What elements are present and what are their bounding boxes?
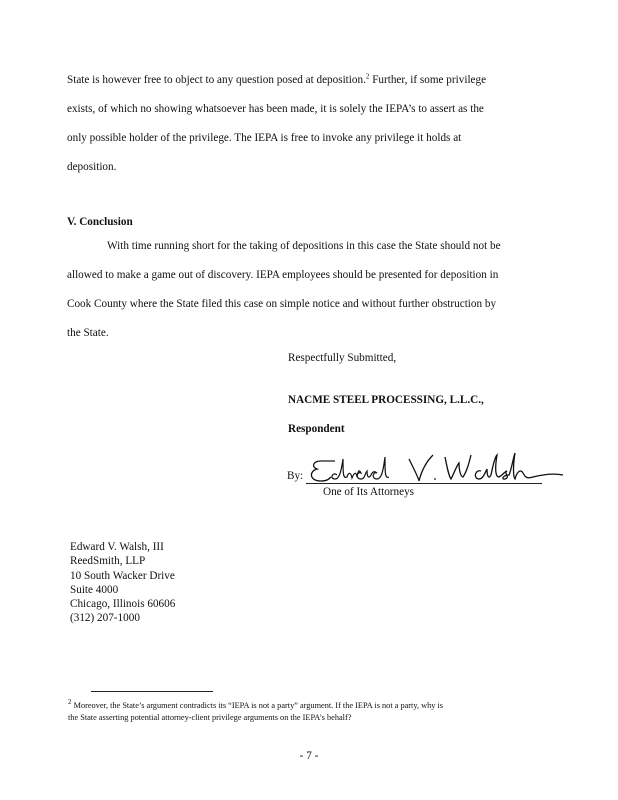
paragraph-line: Cook County where the State filed this case on simple notice and without further obstruction by (67, 298, 497, 310)
signature-line (287, 455, 567, 497)
paragraph-conclusion (67, 232, 541, 348)
section-heading-conclusion: V. Conclusion (67, 216, 133, 228)
footnote-marker: 2 (68, 698, 72, 707)
paragraph-privilege (67, 66, 541, 182)
respondent-label: Respondent (288, 423, 345, 435)
paragraph-line: State is however free to object to any question posed at deposition.$^2$ Further, if some privilege (67, 72, 487, 86)
paragraph-line: deposition. (67, 161, 117, 173)
address-line: Suite 4000 (70, 583, 119, 596)
page-number: - 7 - (299, 750, 319, 762)
address-line: (312) 207-1000 (70, 612, 140, 625)
footnote-divider (91, 691, 213, 692)
company-name: NACME STEEL PROCESSING, L.L.C., (288, 394, 484, 406)
footnote (68, 700, 548, 724)
footnote-reference: 2 (365, 72, 370, 81)
address-line: 10 South Wacker Drive (70, 569, 175, 582)
footnote-line: the State asserting potential attorney-client privilege arguments on the IEPA’s behalf? (68, 713, 352, 722)
attorney-address (70, 540, 175, 626)
paragraph-line: only possible holder of the privilege. The IEPA is free to invoke any privilege it holds at (67, 132, 462, 144)
paragraph-line: the State. (67, 327, 109, 339)
paragraph-line: With time running short for the taking of depositions in this case the State should not be (107, 240, 501, 252)
closing-text: Respectfully Submitted, (288, 352, 397, 364)
paragraph-line: exists, of which no showing whatsoever has been made, it is solely the IEPA’s to assert as the (67, 103, 484, 115)
paragraph-line: allowed to make a game out of discovery. IEPA employees should be presented for deposition in (67, 269, 499, 281)
footnote-line: $^2$ Moreover, the State’s argument contradicts its “IEPA is not a party” argument. If the IEPA is not a party, why is (68, 698, 444, 710)
address-line: Chicago, Illinois 60606 (70, 598, 176, 611)
address-line: ReedSmith, LLP (70, 555, 146, 568)
address-line: Edward V. Walsh, III (70, 541, 164, 553)
attorney-caption: One of Its Attorneys (323, 486, 415, 498)
by-label: By: (287, 470, 304, 482)
